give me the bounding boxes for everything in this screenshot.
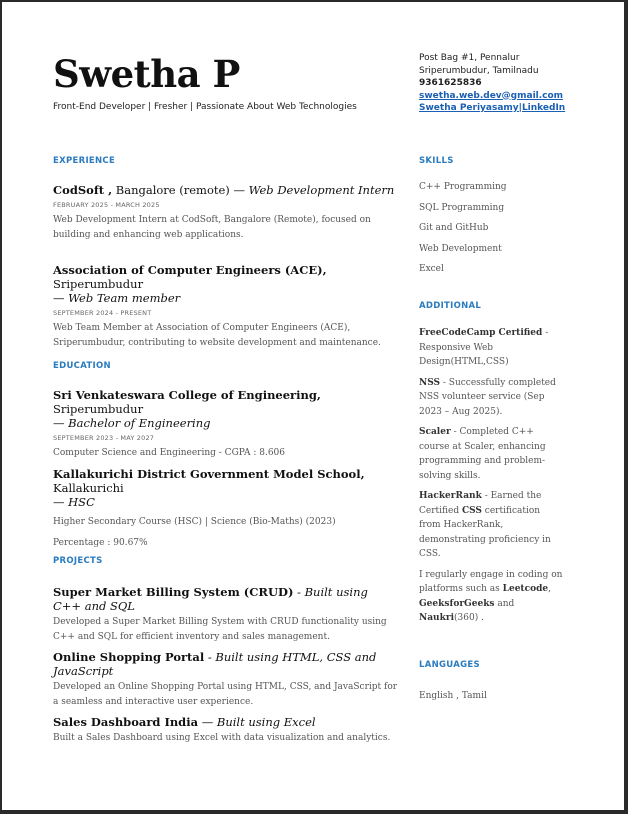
- experience-location: Sriperumbudur: [53, 277, 144, 291]
- tagline: Front-End Developer | Fresher | Passionate About Web Technologies: [53, 102, 357, 112]
- additional-item-scaler: Scaler - Completed C++ course at Scaler, enhancing programming and problem-solving skills.: [419, 427, 546, 481]
- project-desc: Developed a Super Market Billing System with CRUD functionality using C++ and SQL for efficient inventory and sales management.: [53, 617, 387, 642]
- education-location: Kallakurichi: [53, 481, 124, 495]
- candidate-name: Swetha P: [53, 52, 240, 96]
- project-tech: - Built using C++ and SQL: [53, 585, 368, 613]
- project-desc: Developed an Online Shopping Portal using HTML, CSS, and JavaScript for a seamless and interactive user experience.: [53, 682, 398, 707]
- linkedin-link[interactable]: Swetha Periyasamy|LinkedIn: [419, 103, 566, 113]
- skill-item: Git and GitHub: [419, 223, 489, 233]
- skills-list: [419, 177, 564, 280]
- additional-list: [419, 326, 564, 632]
- experience-role: — Web Team member: [53, 291, 181, 305]
- additional-item-hackerrank: HackerRank - Earned the Certified CSS certification from HackerRank, demonstrating proficiency in CSS.: [419, 491, 551, 559]
- project-name: Super Market Billing System (CRUD): [53, 585, 294, 599]
- education-heading: EDUCATION: [53, 361, 111, 371]
- skill-item: Web Development: [419, 243, 502, 254]
- education-item: [53, 467, 398, 550]
- project-item: [53, 585, 398, 644]
- experience-item: [53, 263, 398, 350]
- education-item: [53, 388, 398, 461]
- resume-page: [2, 2, 624, 810]
- address-line-2: Sriperumbudur, Tamilnadu: [419, 65, 539, 76]
- education-percentage: Percentage : 90.67%: [53, 537, 148, 548]
- projects-heading: PROJECTS: [53, 556, 103, 566]
- education-degree: — HSC: [53, 495, 95, 509]
- contact-block: [419, 52, 565, 115]
- additional-heading: ADDITIONAL: [419, 301, 482, 311]
- project-name: Sales Dashboard India: [53, 715, 199, 729]
- languages-text: English , Tamil: [419, 691, 487, 701]
- phone-number: 9361625836: [419, 78, 482, 88]
- experience-org: CodSoft ,: [53, 183, 113, 197]
- education-desc: Higher Secondary Course (HSC) | Science (Bio-Maths) (2023): [53, 517, 336, 527]
- experience-heading: EXPERIENCE: [53, 156, 116, 166]
- education-org: Sri Venkateswara College of Engineering,: [53, 388, 321, 402]
- education-date: SEPTEMBER 2023 - MAY 2027: [53, 434, 155, 442]
- experience-role: Web Development Intern: [248, 183, 395, 197]
- additional-item-coding: I regularly engage in coding on platforms such as Leetcode, GeeksforGeeks and Naukri(360) .: [419, 569, 563, 623]
- experience-date: SEPTEMBER 2024 - PRESENT: [53, 309, 152, 317]
- languages-heading: LANGUAGES: [419, 660, 480, 670]
- experience-desc: Web Development Intern at CodSoft, Bangalore (Remote), focused on building and enhancing web applications.: [53, 215, 371, 240]
- experience-org: Association of Computer Engineers (ACE),: [53, 263, 327, 277]
- experience-date: FEBRUARY 2025 - MARCH 2025: [53, 201, 160, 209]
- additional-item-nss: NSS - Successfully completed NSS volunteer service (Sep 2023 – Aug 2025).: [419, 377, 556, 417]
- project-name: Online Shopping Portal: [53, 650, 205, 664]
- project-item: [53, 650, 398, 709]
- project-tech: - Built using HTML, CSS and JavaScript: [53, 650, 377, 678]
- experience-location: Bangalore (remote) —: [112, 183, 249, 197]
- education-location: Sriperumbudur: [53, 402, 144, 416]
- education-desc: Computer Science and Engineering - CGPA : 8.606: [53, 448, 286, 458]
- additional-item-fcc: FreeCodeCamp Certified - Responsive Web Design(HTML,CSS): [419, 328, 549, 367]
- experience-item: [53, 183, 398, 242]
- skill-item: SQL Programming: [419, 202, 505, 213]
- skills-heading: SKILLS: [419, 156, 454, 166]
- email-link[interactable]: swetha.web.dev@gmail.com: [419, 90, 564, 101]
- experience-desc: Web Team Member at Association of Computer Engineers (ACE), Sriperumbudur, contributing to website development and maintenance.: [53, 323, 381, 348]
- skill-item: Excel: [419, 264, 444, 274]
- skill-item: C++ Programming: [419, 182, 507, 192]
- education-org: Kallakurichi District Government Model School,: [53, 467, 365, 481]
- project-desc: Built a Sales Dashboard using Excel with data visualization and analytics.: [53, 733, 391, 743]
- education-degree: — Bachelor of Engineering: [53, 416, 211, 430]
- address-line-1: Post Bag #1, Pennalur: [419, 53, 520, 63]
- project-tech: — Built using Excel: [198, 715, 316, 729]
- project-item: [53, 715, 398, 746]
